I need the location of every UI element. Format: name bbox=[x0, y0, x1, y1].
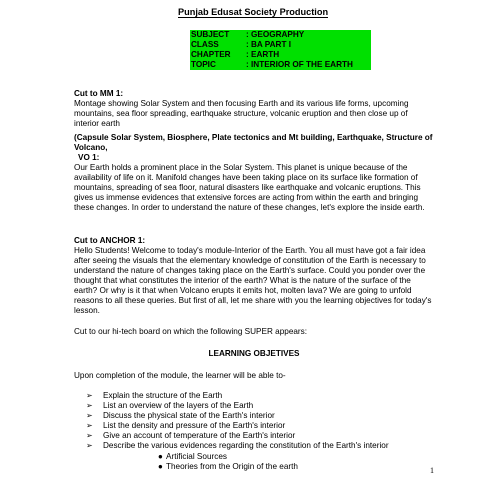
list-item: ➢ Discuss the physical state of the Earth's interior bbox=[86, 411, 275, 420]
list-item: ➢ Give an account of temperature of the Earth's interior bbox=[86, 431, 296, 440]
meta-key: SUBJECT bbox=[190, 30, 246, 40]
page-number: 1 bbox=[430, 466, 434, 475]
meta-value: : BA PART I bbox=[246, 40, 371, 50]
bullet-dot-icon: ● bbox=[158, 452, 163, 461]
hitech-line bbox=[74, 327, 434, 337]
upon-line bbox=[74, 371, 434, 381]
objectives-heading: LEARNING OBJETIVES bbox=[208, 349, 300, 358]
meta-value: : GEOGRAPHY bbox=[246, 30, 371, 40]
meta-row-chapter bbox=[190, 50, 371, 60]
arrow-bullet-icon: ➢ bbox=[86, 401, 93, 410]
list-item: ➢ List an overview of the layers of the Earth bbox=[86, 401, 254, 410]
arrow-bullet-icon: ➢ bbox=[86, 441, 93, 450]
capsule-heading: (Capsule Solar System, Biosphere, Plate tectonics and Mt building, Earthquake, Structure of Volcano, bbox=[74, 133, 433, 152]
mm1-section bbox=[74, 89, 434, 129]
mm1-heading: Cut to MM 1: bbox=[74, 89, 124, 98]
objectives-list-block bbox=[84, 391, 434, 451]
anchor-section bbox=[74, 236, 434, 316]
list-item: ➢ Describe the various evidences regarding the constitution of the Earth's interior bbox=[86, 441, 389, 450]
list-item: ● Theories from the Origin of the earth bbox=[158, 462, 298, 471]
metadata-block bbox=[190, 30, 371, 70]
arrow-bullet-icon: ➢ bbox=[86, 421, 93, 430]
upon-text: Upon completion of the module, the learner will be able to- bbox=[74, 371, 286, 380]
arrow-bullet-icon: ➢ bbox=[86, 411, 93, 420]
anchor-heading: Cut to ANCHOR 1: bbox=[74, 236, 146, 245]
mm1-text: Montage showing Solar System and then focusing Earth and its various life forms, upcoming mountains, sea floor spreading, earthquake structure, volcanic eruption and then close up of interior earth bbox=[74, 99, 409, 128]
vo-text: Our Earth holds a prominent place in the Solar System. This planet is unique because of the availability of life on it. Manifold changes have been taking place on its surface like formation of mountains, spreading of sea floor, natural disasters like earthquake and volcanic eruptions. This gives us immense evidences that extensive forces are acting from within the earth and bringing these changes. In order to understand the nature of these changes, let's explore the inside earth. bbox=[74, 163, 425, 212]
meta-key: TOPIC bbox=[190, 60, 246, 70]
sub-items-list bbox=[84, 452, 434, 472]
meta-value: : INTERIOR OF THE EARTH bbox=[246, 60, 371, 70]
production-title: Punjab Edusat Society Production bbox=[178, 7, 329, 17]
anchor-text: Hello Students! Welcome to today's module-Interior of the Earth. You all must have got a fair idea after seeing the visuals that the elementary knowledge of constitution of the Earth is necessary to understand the nature of changes taking place on the Earth's surface. Could you ponder over the thought that what constitutes the interior of the earth? What is the nature of the surface of the earth? Or why is it that when Volcano erupts it emits hot, molten lava? We are going to unfold reasons to all these queries. But first of all, let me share with you the learning objectives for today's lesson. bbox=[74, 246, 432, 315]
meta-value: : EARTH bbox=[246, 50, 371, 60]
vo-heading: VO 1: bbox=[78, 153, 100, 162]
meta-row-topic bbox=[190, 60, 371, 70]
objectives-list bbox=[84, 391, 434, 451]
bullet-dot-icon: ● bbox=[158, 462, 163, 471]
meta-key: CHAPTER bbox=[190, 50, 246, 60]
sub-list-block bbox=[84, 452, 434, 472]
hitech-text: Cut to our hi-tech board on which the following SUPER appears: bbox=[74, 327, 308, 336]
objectives-heading-block bbox=[74, 349, 434, 359]
meta-row-subject bbox=[190, 30, 371, 40]
capsule-section bbox=[74, 133, 434, 213]
list-item: ➢ List the density and pressure of the Earth's interior bbox=[86, 421, 286, 430]
arrow-bullet-icon: ➢ bbox=[86, 431, 93, 440]
list-item: ➢ Explain the structure of the Earth bbox=[86, 391, 223, 400]
meta-key: CLASS bbox=[190, 40, 246, 50]
meta-row-class bbox=[190, 40, 371, 50]
arrow-bullet-icon: ➢ bbox=[86, 391, 93, 400]
list-item: ● Artificial Sources bbox=[158, 452, 227, 461]
